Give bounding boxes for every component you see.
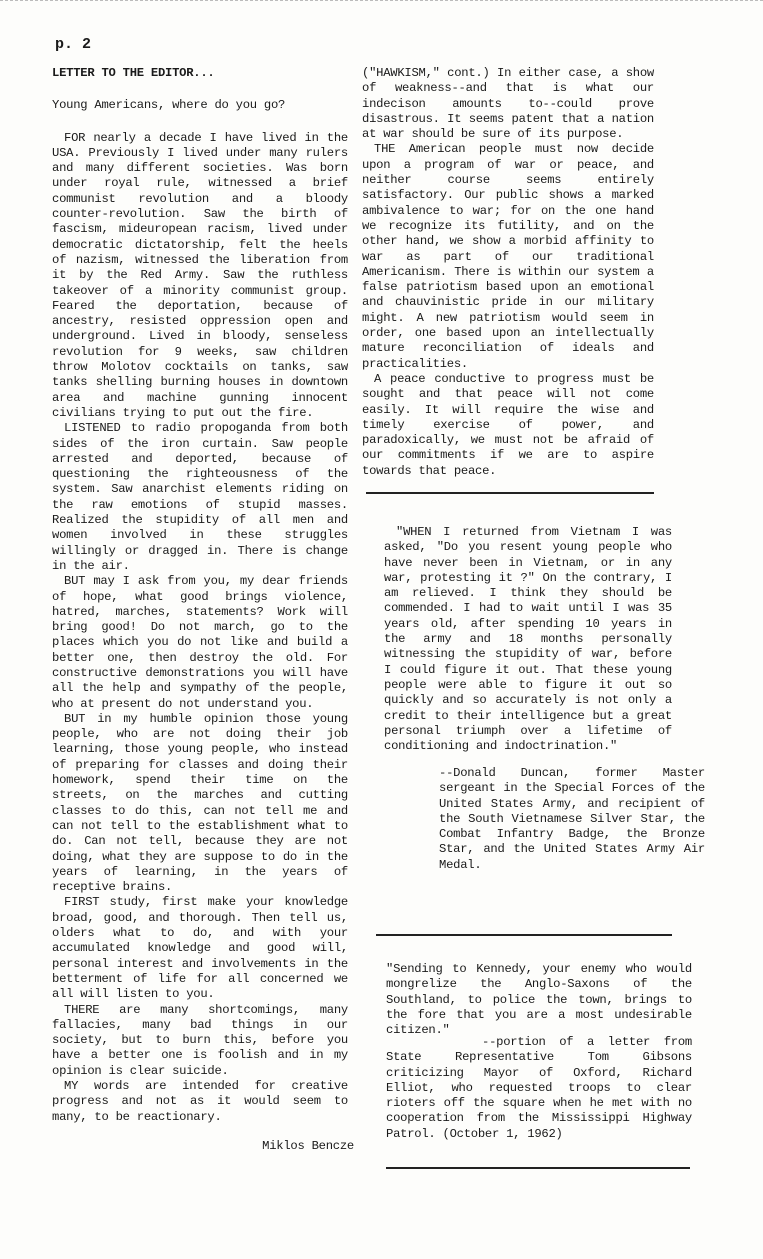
letter-paragraph: LISTENED to radio propoganda from both sides of the iron curtain. Saw people arrested and deported, because of questioning the righteousness of the system. Saw anarchist elements riding on the raw emotions of stupid masses. Realized the stupidity of all men and women involved in these struggles willingly or dragged in. There is change in the air. <box>52 421 348 573</box>
letter-column <box>52 66 354 1154</box>
letter-header: LETTER TO THE EDITOR... <box>52 66 215 80</box>
continuation-paragraph: ("HAWKISM," cont.) In either case, a show of weakness--and that is what our indecison amounts to--could prove disastrous. It seems patent that a nation at war should be sure of its purpose. <box>362 66 654 142</box>
letter-paragraph: FIRST study, first make your knowledge broad, good, and thorough. Then tell us, olders what to do, and with your accumulated knowledge and good will, personal interest and involvements in the betterment of life for all concerned we all will listen to you. <box>52 895 348 1002</box>
continuation-paragraph: A peace conductive to progress must be sought and that peace will not come easily. It will require the wise and timely exercise of power, and paradoxically, we must not be afraid of our commitments if we are to aspire towards that peace. <box>362 371 654 478</box>
letter-paragraph: FOR nearly a decade I have lived in the USA. Previously I lived under many rulers and many different societies. Was born under royal rule, witnessed a brief communist revolution and a bloody counter-revolution. Saw the birth of fascism, mideuropean racism, lived under democratic dictatorship, felt the heels of nazism, witnessed the liberation from it by the Red Army. Saw the ruthless takeover of a minority communist group. Feared the deportation, because of ancestry, resisted oppression open and underground. Lived in bloody, senseless revolution for 9 weeks, saw children throw Molotov cocktails on tanks, saw tanks shelling burning houses in downtown area and machine gunning innocent civilians trying to put out the fire. <box>52 130 348 420</box>
letter-paragraph: THERE are many shortcomings, many fallacies, many bad things in our society, but to burn this, before you have a better one is foolish and in my opinion is clear suicide. <box>52 1002 348 1078</box>
continuation-paragraph: THE American people must now decide upon a program of war or peace, and neither course seems entirely satisfactory. Our public shows a marked ambivalence to war; for on the one hand we recognize its futility, and on the other hand, we show a morbid affinity to war as part of our traditional Americanism. There is within our system a false patriotism based upon an emotional and chauvinistic pride in our military might. A new patriotism would seem in order, one based upon an intellectually mature reconciliation of ideals and practicalities. <box>362 142 654 371</box>
page-top-border <box>0 0 763 7</box>
letter-paragraph: BUT may I ask from you, my dear friends of hope, what good brings violence, hatred, marches, statements? Work will bring good! Do not march, go to the places which you do not like and build a better one, then destroy the old. For constructive demonstrations you will have all the help and sympathy of the people, who at present do not understand you. <box>52 574 348 711</box>
continuation-column <box>362 66 654 479</box>
duncan-attribution-text: --Donald Duncan, former Master sergeant in the Special Forces of the United States Army, and recipient of the South Vietnamese Silver Star, the Combat Infantry Badge, the Bronze Star, and the United States Army Air Medal. <box>439 766 705 872</box>
gibson-attribution <box>386 1035 692 1142</box>
gibson-attribution-text: --portion of a letter from State Representative Tom Gibsons criticizing Mayor of Oxford, Richard Elliot, who requested troops to clear rioters off the square when he met with no cooperation from the Mississippi Highway Patrol. (October 1, 1962) <box>386 1035 692 1141</box>
page-number: p. 2 <box>55 36 92 53</box>
letter-greeting: Young Americans, where do you go? <box>52 98 286 113</box>
letter-signature: Miklos Bencze <box>262 1138 354 1153</box>
gibson-quote <box>386 962 692 1038</box>
duncan-quote-text: "WHEN I returned from Vietnam I was asked, "Do you resent young people who have never been in Vietnam, or in any war, protesting it ?" On the contrary, I am relieved. I think they should be commended. I had to wait until I was 35 years old, after spending 10 years in the army and 18 months personally witnessing the stupidity of war, before I could figure it out. That these young people were able to figure it out so quickly and so accurately is not only a credit to their intelligence but a great personal triumph over a lifetime of conditioning and indoctrination." <box>384 525 672 754</box>
letter-paragraph: BUT in my humble opinion those young people, who are not doing their job learning, those young people, who instead of preparing for classes and doing their homework, spend their time on the streets, on the marches and cutting classes to do this, can not tell me and can not tell to the establishment what to do. Can not tell, because they are not doing, what they are suppose to do in the years of learning, in the years of receptive brains. <box>52 711 348 895</box>
duncan-attribution <box>439 766 705 873</box>
letter-paragraph: MY words are intended for creative progress and not as it would seem to many, to be reactionary. <box>52 1079 348 1124</box>
duncan-quote <box>384 525 672 754</box>
gibson-quote-text: "Sending to Kennedy, your enemy who would mongrelize the Anglo-Saxons of the Southland, to police the town, brings to the fore that you are a most undesirable citizen." <box>386 962 692 1038</box>
section-divider <box>386 1167 690 1169</box>
section-divider <box>366 492 654 494</box>
section-divider <box>376 934 672 936</box>
